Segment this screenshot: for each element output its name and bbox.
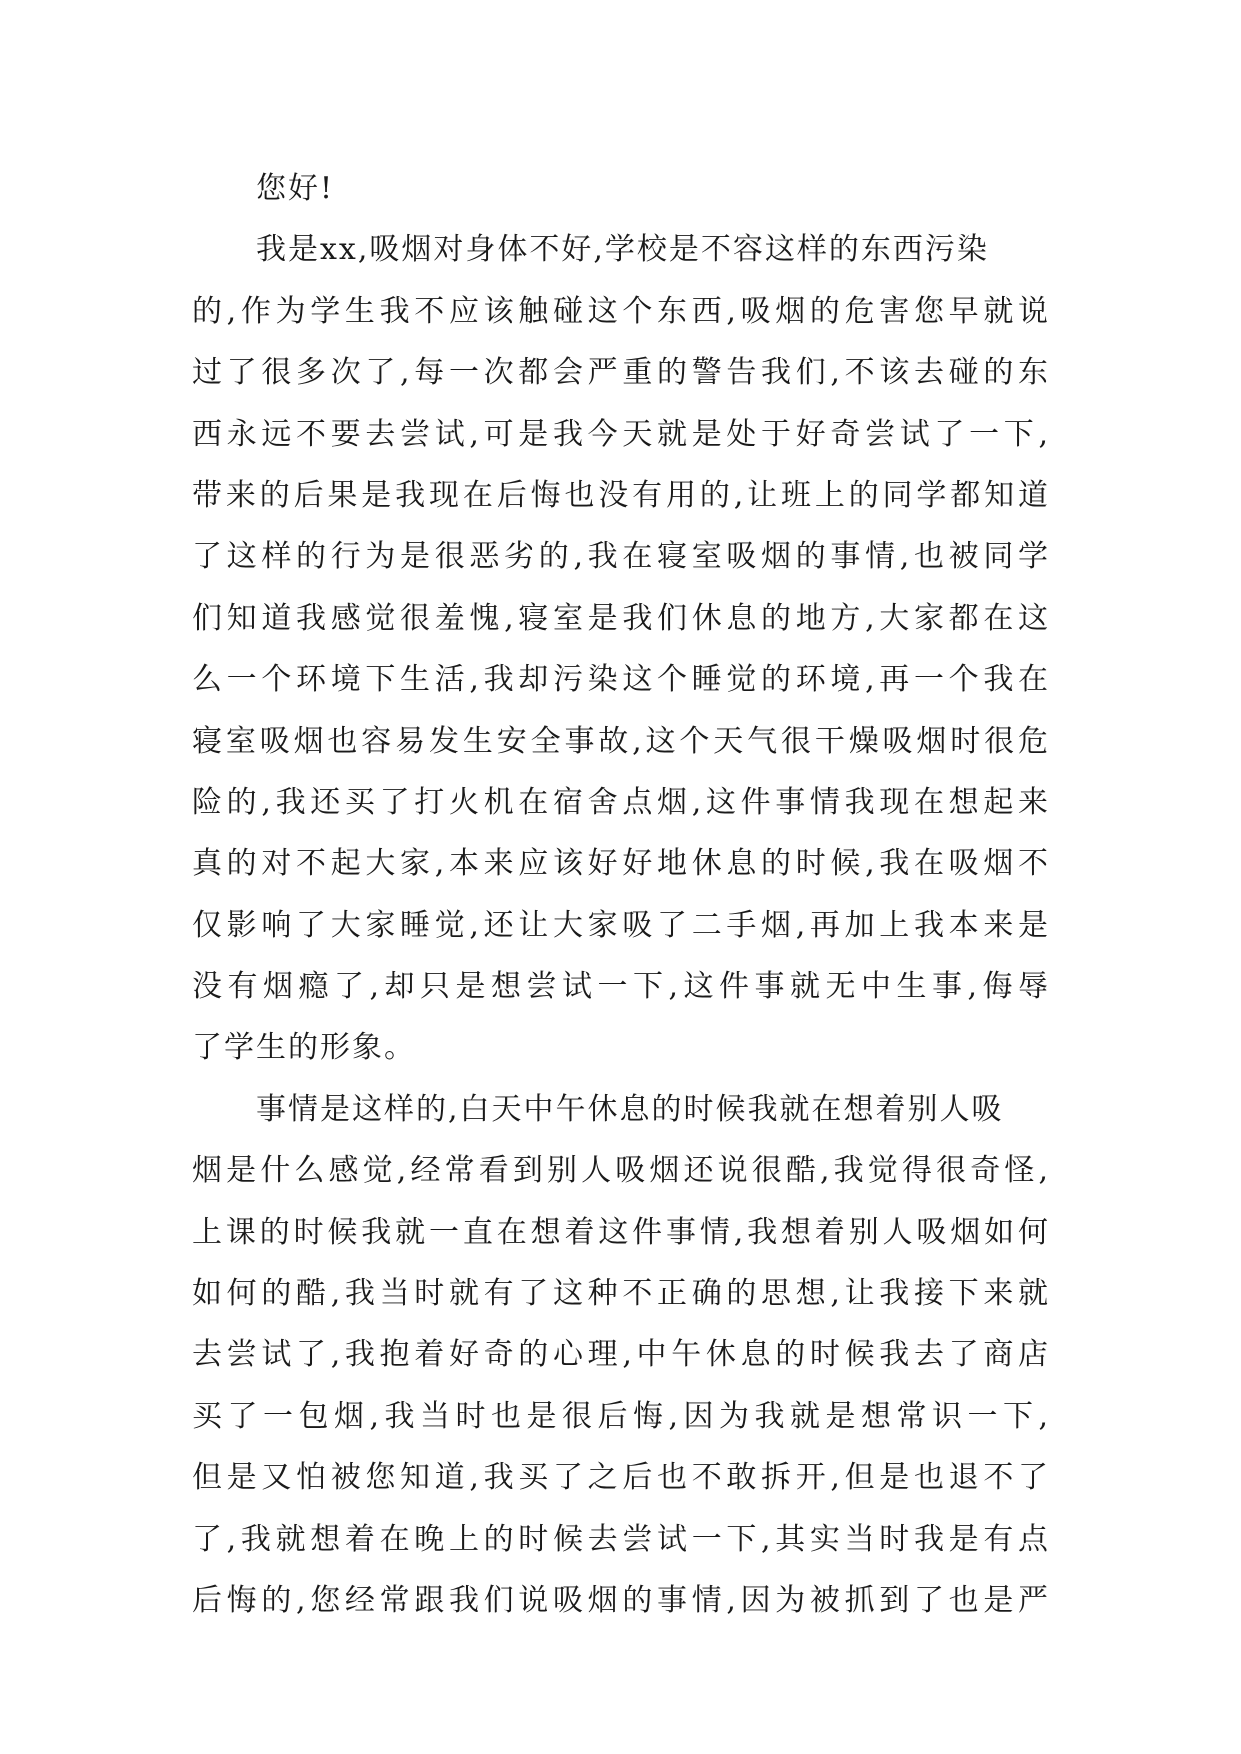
paragraph-1-line-1: 我是xx,吸烟对身体不好,学校是不容这样的东西污染 [256,232,989,268]
paragraph-1-line-3: 过了很多次了,每一次都会严重的警告我们,不该去碰的东 [192,355,1050,391]
paragraph-1-line-5: 带来的后果是我现在后悔也没有用的,让班上的同学都知道 [192,477,1050,513]
paragraph-1-line-10: 险的,我还买了打火机在宿舍点烟,这件事情我现在想起来 [192,784,1050,820]
paragraph-2-line-8: 了,我就想着在晚上的时候去尝试一下,其实当时我是有点 [192,1521,1050,1557]
paragraph-2-line-9: 后悔的,您经常跟我们说吸烟的事情,因为被抓到了也是严 [192,1582,1050,1618]
paragraph-1-line-4: 西永远不要去尝试,可是我今天就是处于好奇尝试了一下, [192,416,1050,452]
paragraph-1-line-2: 的,作为学生我不应该触碰这个东西,吸烟的危害您早就说 [192,293,1050,329]
paragraph-2-line-7: 但是又怕被您知道,我买了之后也不敢拆开,但是也退不了 [192,1460,1050,1496]
paragraph-2-line-6: 买了一包烟,我当时也是很后悔,因为我就是想常识一下, [192,1398,1050,1434]
paragraph-2-line-2: 烟是什么感觉,经常看到别人吸烟还说很酷,我觉得很奇怪, [192,1153,1050,1189]
letter-body [192,158,1050,1631]
paragraph-2-line-5: 去尝试了,我抱着好奇的心理,中午休息的时候我去了商店 [192,1337,1050,1373]
paragraph-1-line-8: 么一个环境下生活,我却污染这个睡觉的环境,再一个我在 [192,662,1050,698]
paragraph-2-line-1: 事情是这样的,白天中午休息的时候我就在想着别人吸 [256,1091,1004,1127]
greeting-line: 您好! [256,171,335,206]
paragraph-1-line-9: 寝室吸烟也容易发生安全事故,这个天气很干燥吸烟时很危 [192,723,1050,759]
paragraph-1-line-7: 们知道我感觉很羞愧,寝室是我们休息的地方,大家都在这 [192,600,1050,636]
paragraph-2-line-4: 如何的酷,我当时就有了这种不正确的思想,让我接下来就 [192,1276,1050,1312]
paragraph-1-line-12: 仅影响了大家睡觉,还让大家吸了二手烟,再加上我本来是 [192,907,1050,943]
paragraph-1-line-11: 真的对不起大家,本来应该好好地休息的时候,我在吸烟不 [192,846,1050,882]
paragraph-1-line-6: 了这样的行为是很恶劣的,我在寝室吸烟的事情,也被同学 [192,539,1050,575]
paragraph-2-line-3: 上课的时候我就一直在想着这件事情,我想着别人吸烟如何 [192,1214,1050,1250]
paragraph-1-line-14: 了学生的形象。 [192,1030,416,1066]
paragraph-1-line-13: 没有烟瘾了,却只是想尝试一下,这件事就无中生事,侮辱 [192,969,1050,1005]
